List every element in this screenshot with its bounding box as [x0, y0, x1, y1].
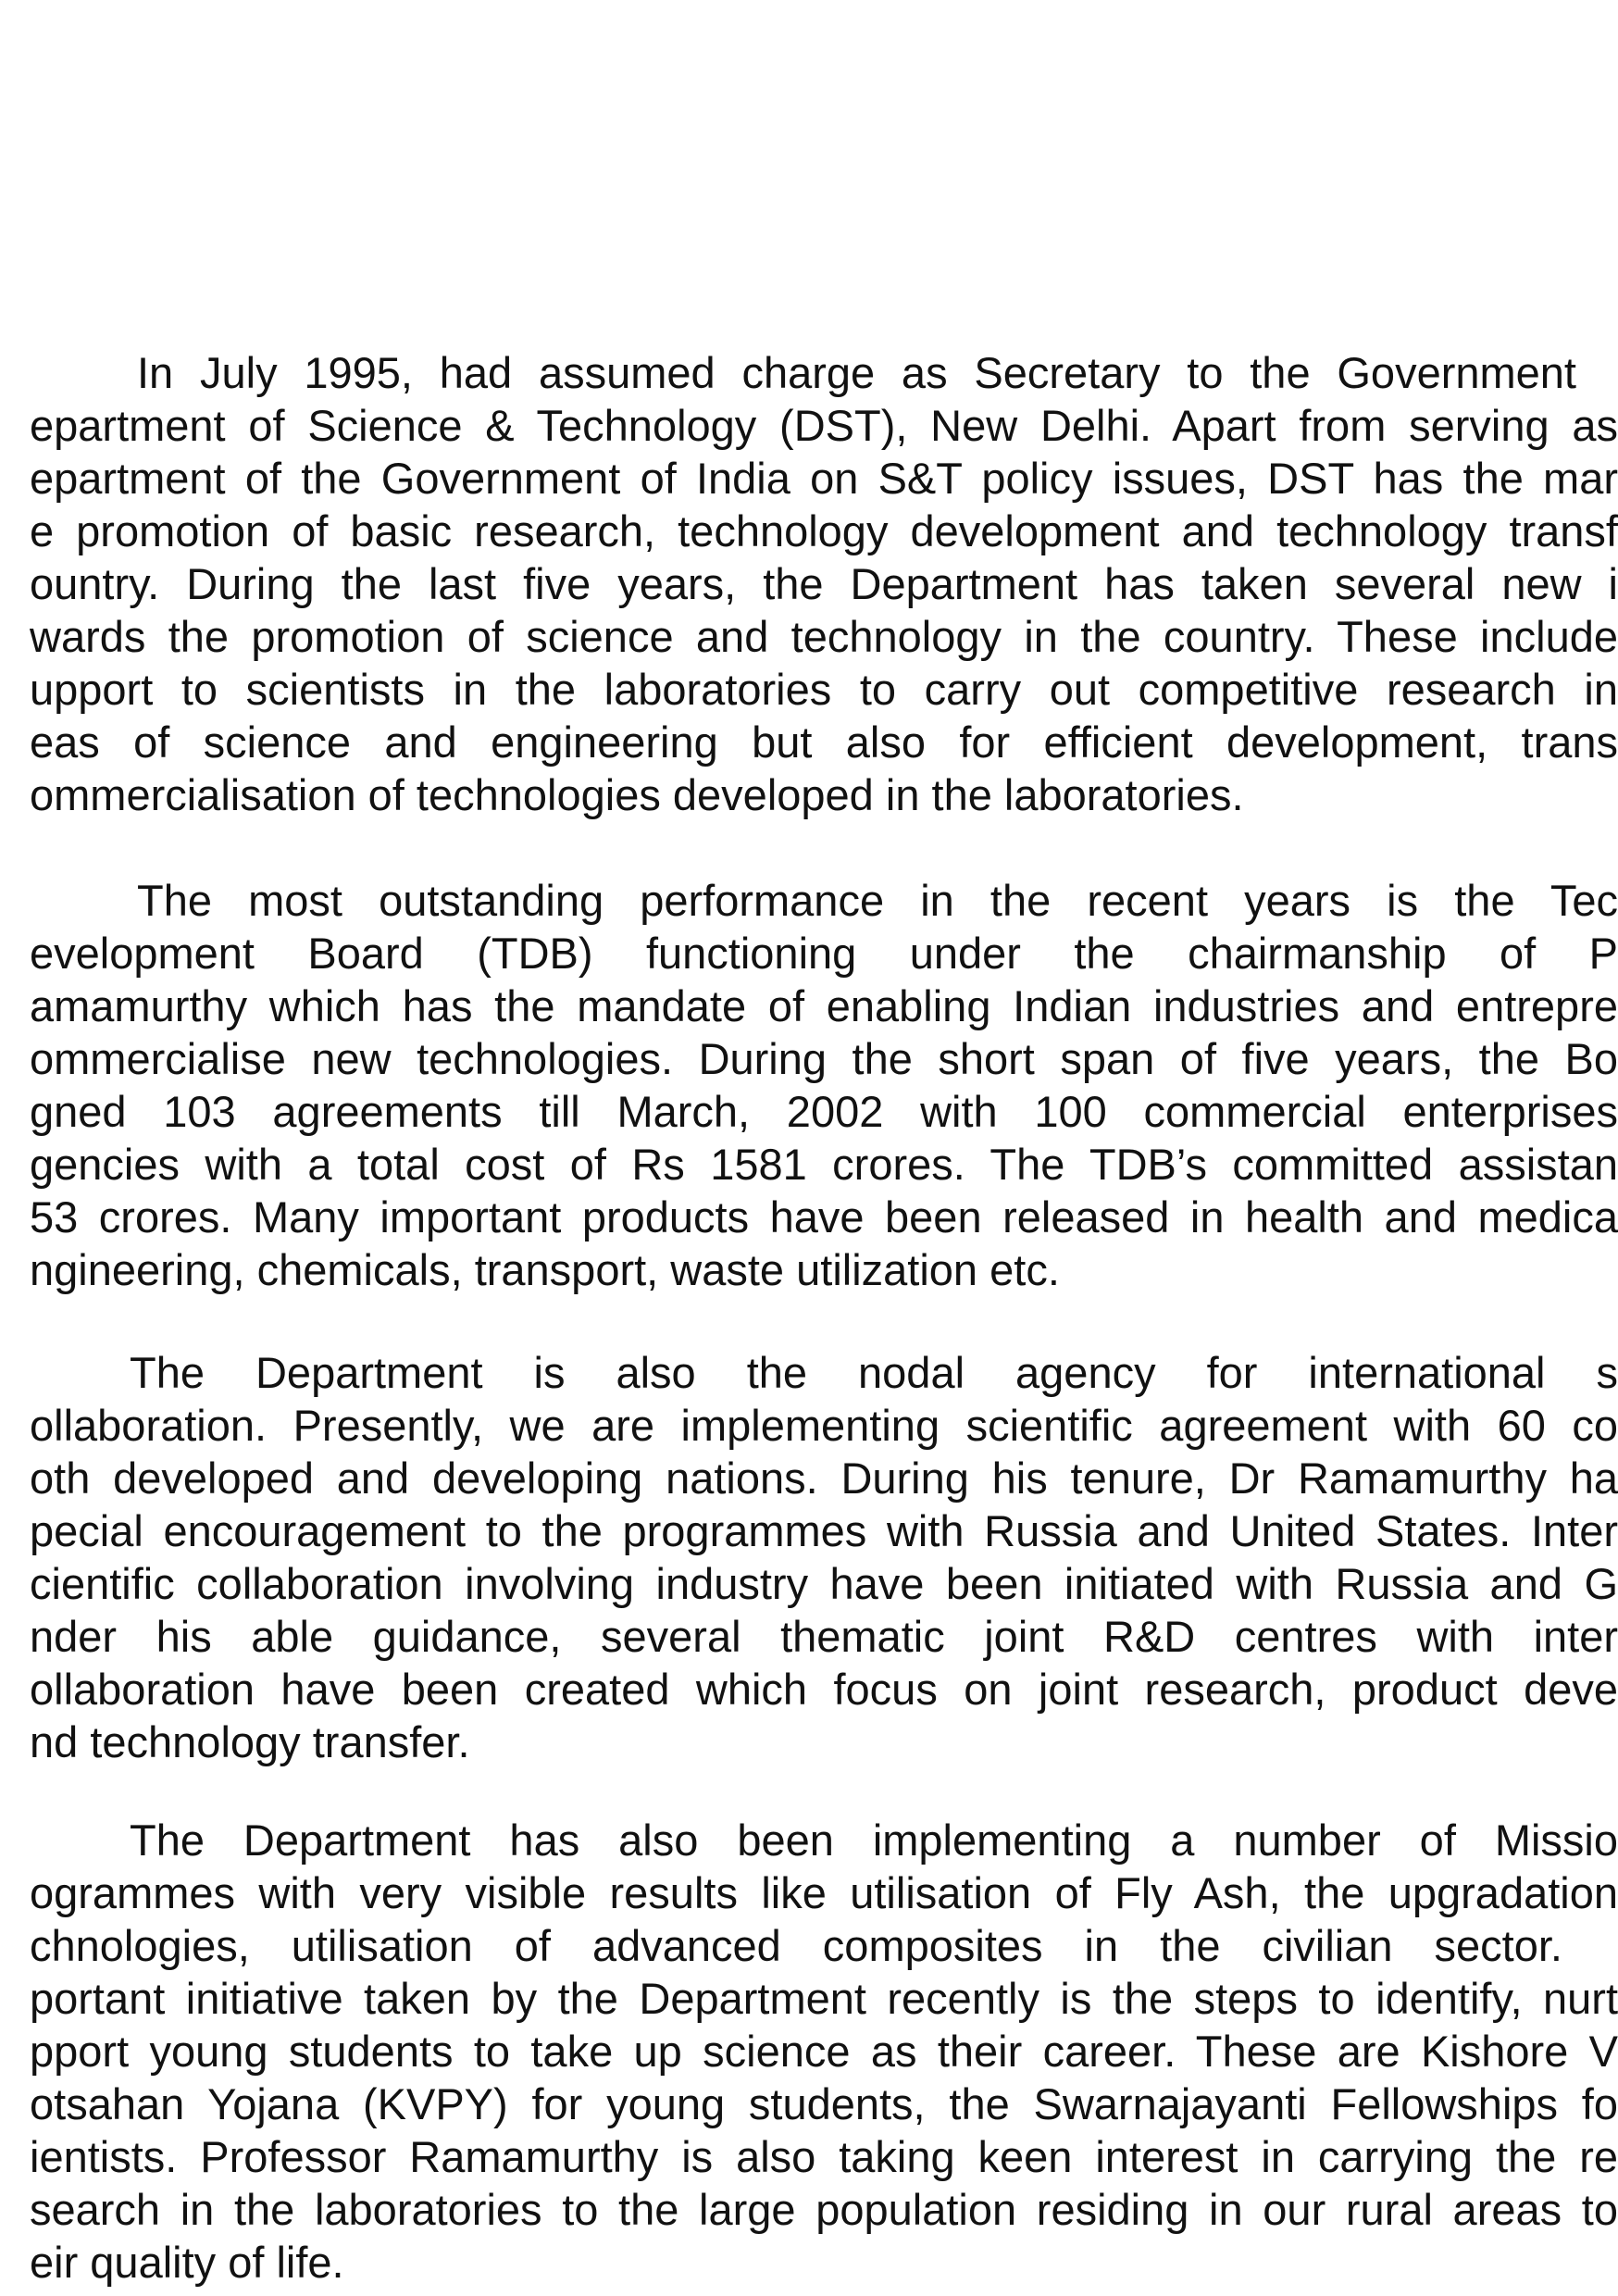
paragraph-line: ogrammes with very visible results like utilisation of Fly Ash, the upgradation — [30, 1868, 1618, 1917]
paragraph-line: nder his able guidance, several thematic joint R&D centres with inter — [30, 1612, 1618, 1661]
paragraph-2 — [0, 875, 1618, 1310]
paragraph-line: pport young students to take up science as their career. These are Kishore V — [30, 2027, 1618, 2076]
paragraph-line: chnologies, utilisation of advanced composites in the civilian sector. — [30, 1921, 1562, 1970]
paragraph-line: epartment of the Government of India on S&T policy issues, DST has the mar — [30, 454, 1618, 503]
paragraph-line: ommercialisation of technologies developed in the laboratories. — [30, 770, 1244, 819]
paragraph-line: upport to scientists in the laboratories to carry out competitive research in — [30, 665, 1618, 714]
paragraph-line: search in the laboratories to the large population residing in our rural areas to — [30, 2185, 1618, 2234]
paragraph-line: ngineering, chemicals, transport, waste utilization etc. — [30, 1245, 1060, 1294]
paragraph-line: In July 1995, had assumed charge as Secretary to the Government — [137, 348, 1576, 397]
paragraph-line: wards the promotion of science and technology in the country. These include — [30, 612, 1618, 661]
paragraph-line: epartment of Science & Technology (DST), New Delhi. Apart from serving as — [30, 401, 1618, 450]
paragraph-4 — [0, 1815, 1618, 2296]
paragraph-line: ountry. During the last five years, the Department has taken several new i — [30, 559, 1618, 608]
paragraph-3 — [0, 1347, 1618, 1782]
paragraph-line: gencies with a total cost of Rs 1581 crores. The TDB’s committed assistan — [30, 1140, 1618, 1189]
paragraph-line: e promotion of basic research, technology development and technology transf — [30, 506, 1618, 555]
paragraph-line: 53 crores. Many important products have been released in health and medica — [30, 1192, 1618, 1242]
paragraph-line: ollaboration have been created which focus on joint research, product deve — [30, 1665, 1618, 1714]
paragraph-line: gned 103 agreements till March, 2002 with 100 commercial enterprises — [30, 1087, 1618, 1136]
paragraph-line: pecial encouragement to the programmes with Russia and United States. Inter — [30, 1506, 1618, 1555]
paragraph-line: The Department has also been implementing a number of Missio — [130, 1816, 1618, 1865]
paragraph-line: eas of science and engineering but also for efficient development, trans — [30, 718, 1618, 767]
paragraph-line: oth developed and developing nations. During his tenure, Dr Ramamurthy ha — [30, 1454, 1618, 1503]
paragraph-line-cut-off: eir quality of life. — [30, 2238, 344, 2287]
paragraph-line: The most outstanding performance in the recent years is the Tec — [137, 876, 1618, 925]
paragraph-line: ientists. Professor Ramamurthy is also taking keen interest in carrying the re — [30, 2132, 1618, 2181]
paragraph-line: ommercialise new technologies. During the short span of five years, the Bo — [30, 1034, 1618, 1083]
paragraph-line: otsahan Yojana (KVPY) for young students, the Swarnajayanti Fellowships fo — [30, 2079, 1618, 2128]
paragraph-line: amamurthy which has the mandate of enabling Indian industries and entrepre — [30, 981, 1618, 1030]
paragraph-1 — [0, 347, 1618, 829]
paragraph-line: nd technology transfer. — [30, 1717, 470, 1766]
paragraph-line: ollaboration. Presently, we are implementing scientific agreement with 60 co — [30, 1401, 1618, 1450]
paragraph-line: The Department is also the nodal agency for international s — [130, 1348, 1618, 1397]
paragraph-line: portant initiative taken by the Department recently is the steps to identify, nurt — [30, 1974, 1618, 2023]
paragraph-line: cientific collaboration involving industry have been initiated with Russia and G — [30, 1559, 1618, 1608]
paragraph-line: evelopment Board (TDB) functioning under the chairmanship of P — [30, 929, 1618, 978]
